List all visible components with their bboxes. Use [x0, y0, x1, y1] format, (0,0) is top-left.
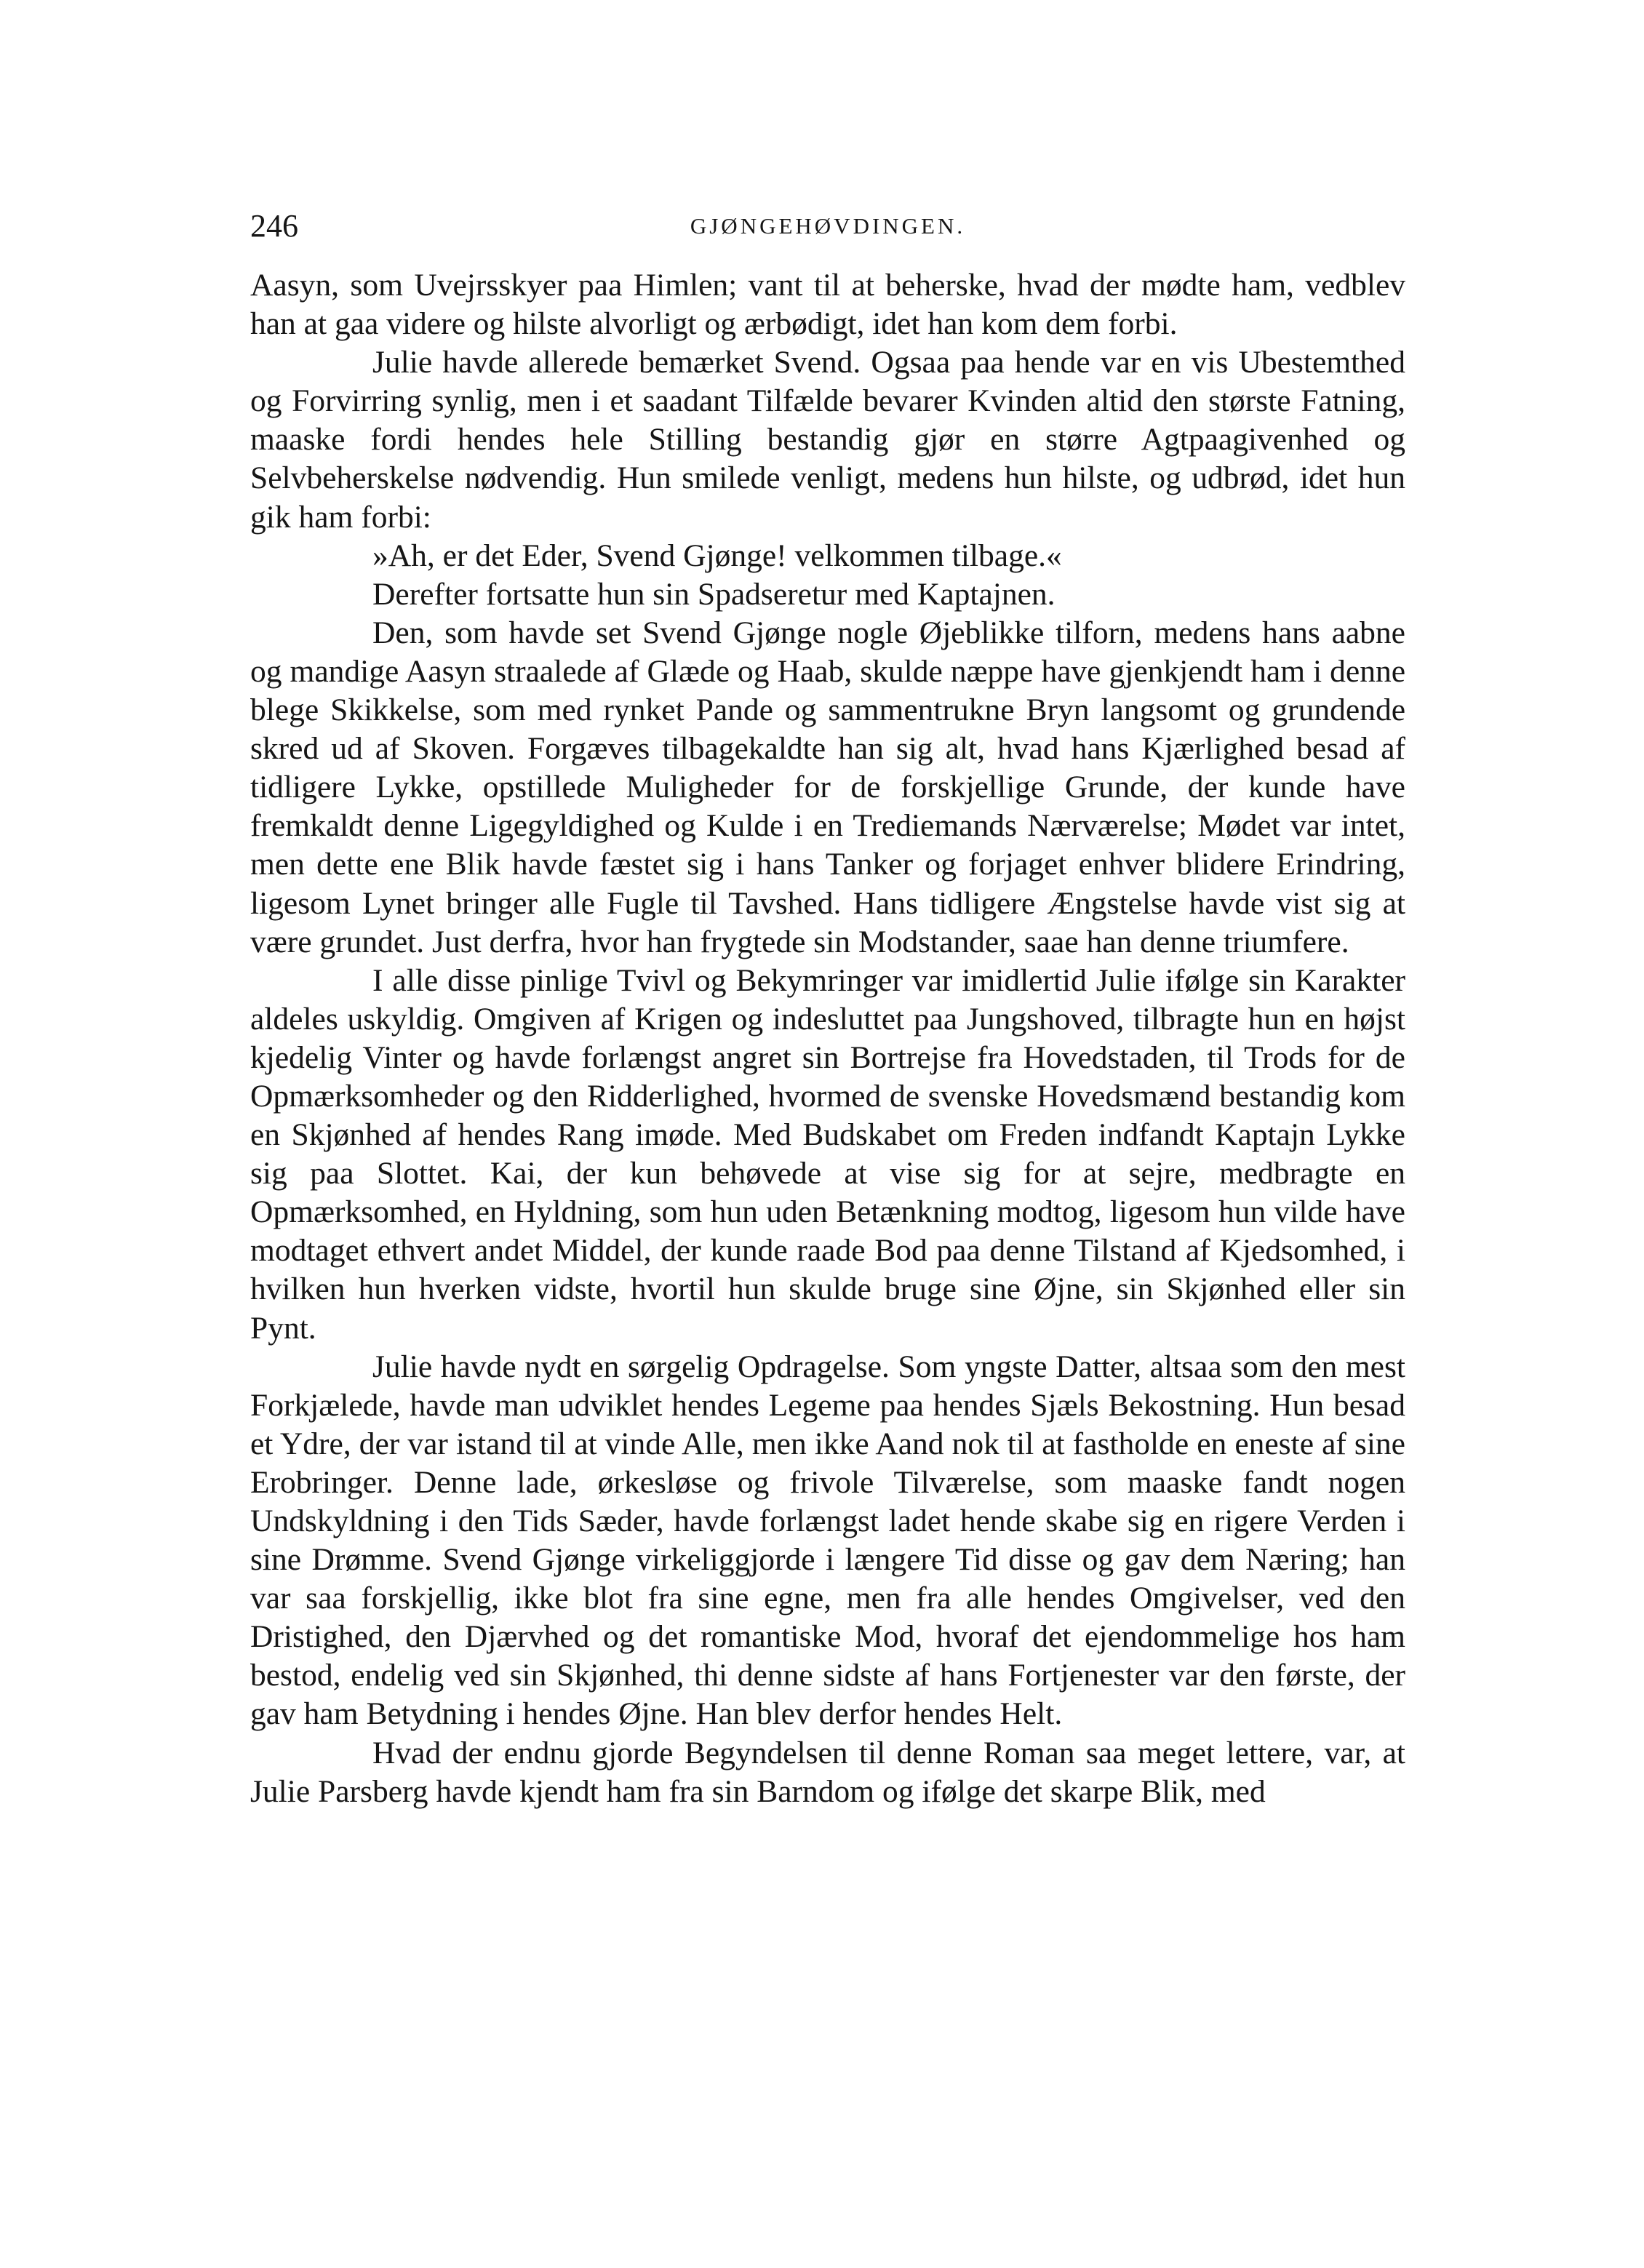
paragraph: Julie havde allerede bemærket Svend. Ogsaa paa hende var en vis Ubestemthed og Forvirring synlig, men i et saadant Tilfælde bevarer Kvinden altid den største Fatning, maaske fordi hendes hele Stilling bestandig gjør en større Agtpaagivenhed og Selvbeherskelse nødvendig. Hun smilede venligt, medens hun hilste, og udbrød, idet hun gik ham forbi: [250, 345, 1405, 535]
page-number: 246 [250, 208, 298, 244]
dialogue-line: »Ah, er det Eder, Svend Gjønge! velkommen tilbage.« [372, 538, 1062, 573]
paragraph: Hvad der endnu gjorde Begyndelsen til denne Roman saa meget lettere, var, at Julie Parsberg havde kjendt ham fra sin Barndom og ifølge det skarpe Blik, med [250, 1735, 1405, 1809]
paragraph: Den, som havde set Svend Gjønge nogle Øjeblikke tilforn, medens hans aabne og mandige Aasyn straalede af Glæde og Haab, skulde næppe have gjenkjendt ham i denne blege Skikkelse, som med rynket Pande og sammentrukne Bryn langsomt og grundende skred ud af Skoven. Forgæves tilbagekaldte han sig alt, hvad hans Kjærlighed besad af tidligere Lykke, opstillede Muligheder for de forskjellige Grunde, der kunde have fremkaldt denne Ligegyldighed og Kulde i en Trediemands Nærværelse; Mødet var intet, men dette ene Blik havde fæstet sig i hans Tanker og forjaget enhver blidere Erindring, ligesom Lynet bringer alle Fugle til Tavshed. Hans tidligere Ængstelse havde vist sig at være grundet. Just derfra, hvor han frygtede sin Modstander, saae han denne triumfere. [250, 615, 1405, 959]
paragraph-continuation: Aasyn, som Uvejrsskyer paa Himlen; vant til at beherske, hvad der mødte ham, vedblev han at gaa videre og hilste alvorligt og ærbødigt, idet han kom dem forbi. [250, 268, 1405, 342]
body-text [250, 266, 1405, 1811]
running-title: GJØNGEHØVDINGEN. [690, 213, 966, 239]
paragraph: Julie havde nydt en sørgelig Opdragelse. Som yngste Datter, altsaa som den mest Forkjælede, havde man udviklet hendes Legeme paa hendes Sjæls Bekostning. Hun besad et Ydre, der var istand til at vinde Alle, men ikke Aand nok til at fastholde en eneste af sine Erobringer. Denne lade, ørkesløse og frivole Tilværelse, som maaske fandt nogen Undskyldning i den Tids Sæder, havde forlængst ladet hende skabe sig en rigere Verden i sine Drømme. Svend Gjønge virkeliggjorde i længere Tid disse og gav dem Næring; han var saa forskjellig, ikke blot fra sine egne, men fra alle hendes Omgivelser, ved den Dristighed, den Djærvhed og det romantiske Mod, hvoraf det ejendommelige hos ham bestod, endelig ved sin Skjønhed, thi denne sidste af hans Fortjenester var den første, der gav ham Betydning i hendes Øjne. Han blev derfor hendes Helt. [250, 1349, 1405, 1732]
paragraph: Derefter fortsatte hun sin Spadseretur med Kaptajnen. [372, 576, 1056, 612]
paragraph: I alle disse pinlige Tvivl og Bekymringer var imidlertid Julie ifølge sin Karakter aldeles uskyldig. Omgiven af Krigen og indesluttet paa Jungshoved, tilbragte hun en højst kjedelig Vinter og havde forlængst angret sin Bortrejse fra Hovedstaden, til Trods for de Opmærksomheder og den Ridderlighed, hvormed de svenske Hovedsmænd bestandig kom en Skjønhed af hendes Rang imøde. Med Budskabet om Freden indfandt Kaptajn Lykke sig paa Slottet. Kai, der kun behøvede at vise sig for at sejre, medbragte en Opmærksomhed, en Hyldning, som hun uden Betænkning modtog, ligesom hun vilde have modtaget ethvert andet Middel, der kunde raade Bod paa denne Tilstand af Kjedsomhed, i hvilken hun hverken vidste, hvortil hun skulde bruge sine Øjne, sin Skjønhed eller sin Pynt. [250, 962, 1405, 1346]
page-header [250, 204, 1405, 248]
